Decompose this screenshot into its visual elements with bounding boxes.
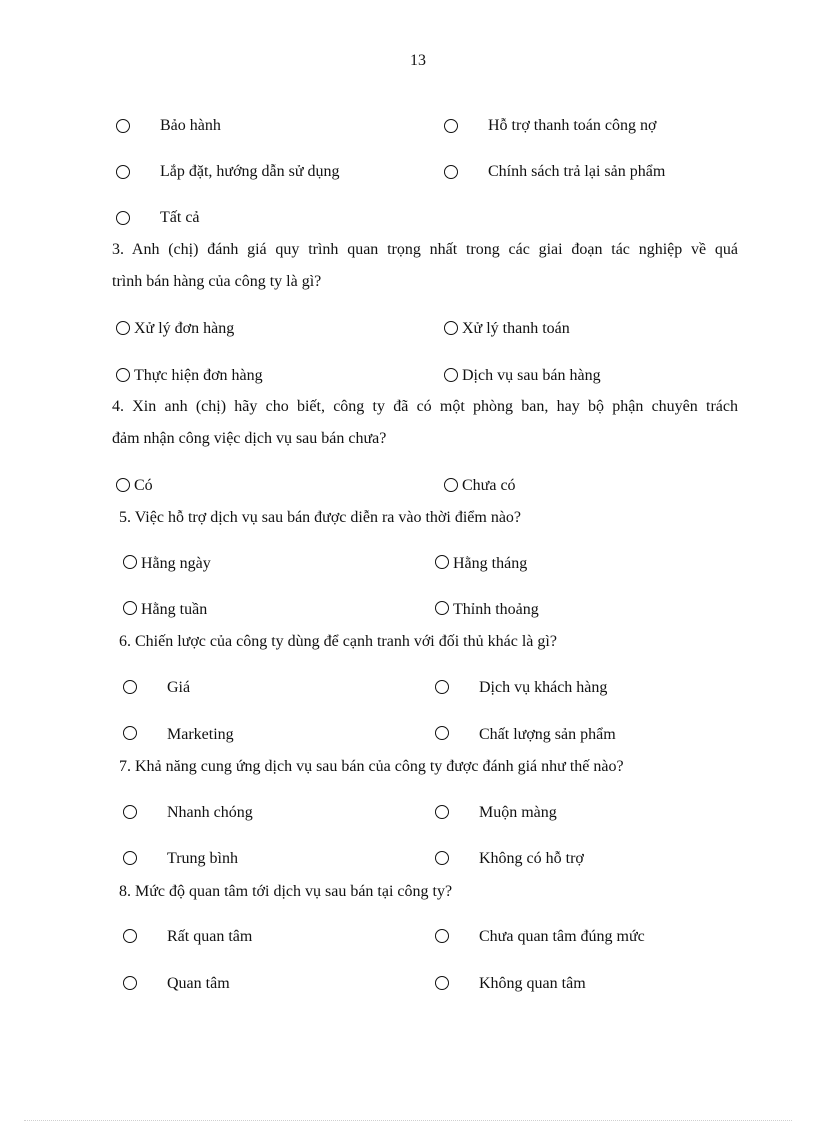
option-label: Thực hiện đơn hàng [134,367,263,384]
radio-icon[interactable] [123,851,137,865]
radio-quan-tam[interactable] [123,972,137,994]
radio-icon[interactable] [444,321,458,335]
radio-icon[interactable] [435,601,449,615]
question-8: 8. Mức độ quan tâm tới dịch vụ sau bán tại công ty? [119,883,453,900]
option-label: Dịch vụ sau bán hàng [462,367,601,384]
option-label: Hằng tháng [453,555,528,572]
radio-khong-quan-tam[interactable] [435,972,449,994]
radio-icon[interactable] [444,478,458,492]
option-label: Có [134,477,153,494]
radio-icon[interactable] [123,976,137,990]
question-3 [112,234,738,298]
radio-icon[interactable] [116,478,130,492]
radio-dich-vu-khach-hang[interactable] [435,676,449,698]
option-label: Không có hỗ trợ [479,850,584,867]
radio-icon[interactable] [435,555,449,569]
radio-icon[interactable] [116,165,130,179]
option-label: Không quan tâm [479,975,586,992]
option-label: Muộn màng [479,804,557,821]
radio-icon[interactable] [444,368,458,382]
question-text: đảm nhận công việc dịch vụ sau bán chưa? [112,430,387,447]
option-label: Lắp đặt, hướng dẫn sử dụng [160,163,340,180]
radio-chinh-sach-tra-lai[interactable] [444,161,458,183]
option-label: Rất quan tâm [167,928,253,945]
option-label: Nhanh chóng [167,804,253,821]
question-5: 5. Việc hỗ trợ dịch vụ sau bán được diễn ra vào thời điểm nào? [119,509,522,526]
radio-icon[interactable] [123,726,137,740]
radio-muon-mang[interactable] [435,801,449,823]
radio-icon[interactable] [435,976,449,990]
radio-icon[interactable] [116,119,130,133]
option-label: Bảo hành [160,117,221,134]
radio-dich-vu-sau-ban-hang[interactable] [444,364,458,386]
radio-icon[interactable] [123,555,137,569]
radio-icon[interactable] [123,929,137,943]
radio-icon[interactable] [116,321,130,335]
option-label: Chưa quan tâm đúng mức [479,928,645,945]
radio-lap-dat[interactable] [116,161,130,183]
option-label: Chính sách trả lại sản phẩm [488,163,666,180]
radio-chat-luong-san-pham[interactable] [435,722,449,744]
option-label: Tất cả [160,209,200,226]
option-label: Trung bình [167,850,238,867]
radio-tat-ca[interactable] [116,207,130,229]
option-label: Marketing [167,726,234,743]
option-label: Chất lượng sản phẩm [479,726,616,743]
radio-nhanh-chong[interactable] [123,801,137,823]
radio-icon[interactable] [116,211,130,225]
question-4 [112,391,738,455]
radio-icon[interactable] [435,680,449,694]
radio-chua-co[interactable] [444,474,458,496]
question-6: 6. Chiến lược của công ty dùng để cạnh tranh với đối thủ khác là gì? [119,633,557,650]
radio-icon[interactable] [435,929,449,943]
option-label: Quan tâm [167,975,230,992]
radio-hang-tuan[interactable] [123,597,137,619]
radio-khong-co-ho-tro[interactable] [435,847,449,869]
radio-marketing[interactable] [123,722,137,744]
option-label: Chưa có [462,477,516,494]
radio-hang-ngay[interactable] [123,551,137,573]
radio-chua-quan-tam-dung-muc[interactable] [435,925,449,947]
question-text: 4. Xin anh (chị) hãy cho biết, công ty đã có một phòng ban, hay bộ phận chuyên trách [112,398,738,415]
radio-xu-ly-don-hang[interactable] [116,317,130,339]
page-number: 13 [410,52,426,69]
option-label: Xử lý thanh toán [462,320,570,337]
option-label: Hỗ trợ thanh toán công nợ [488,117,657,134]
option-label: Hằng ngày [141,555,211,572]
radio-xu-ly-thanh-toan[interactable] [444,317,458,339]
radio-icon[interactable] [435,851,449,865]
radio-trung-binh[interactable] [123,847,137,869]
option-label: Giá [167,679,191,696]
radio-co[interactable] [116,474,130,496]
radio-icon[interactable] [123,601,137,615]
radio-bao-hanh[interactable] [116,115,130,137]
page-bottom-rule [24,1120,792,1121]
option-label: Xử lý đơn hàng [134,320,235,337]
radio-thinh-thoang[interactable] [435,597,449,619]
radio-hang-thang[interactable] [435,551,449,573]
option-label: Dịch vụ khách hàng [479,679,608,696]
radio-icon[interactable] [444,119,458,133]
question-text: 3. Anh (chị) đánh giá quy trình quan trọng nhất trong các giai đoạn tác nghiệp về quá [112,241,738,258]
radio-icon[interactable] [116,368,130,382]
option-label: Hằng tuần [141,601,208,618]
radio-icon[interactable] [435,726,449,740]
radio-ho-tro-thanh-toan[interactable] [444,115,458,137]
radio-icon[interactable] [444,165,458,179]
radio-thuc-hien-don-hang[interactable] [116,364,130,386]
question-7: 7. Khả năng cung ứng dịch vụ sau bán của công ty được đánh giá như thế nào? [119,758,624,775]
radio-icon[interactable] [123,680,137,694]
radio-gia[interactable] [123,676,137,698]
question-text: trình bán hàng của công ty là gì? [112,273,322,290]
radio-icon[interactable] [123,805,137,819]
radio-rat-quan-tam[interactable] [123,925,137,947]
option-label: Thỉnh thoảng [453,601,539,618]
radio-icon[interactable] [435,805,449,819]
